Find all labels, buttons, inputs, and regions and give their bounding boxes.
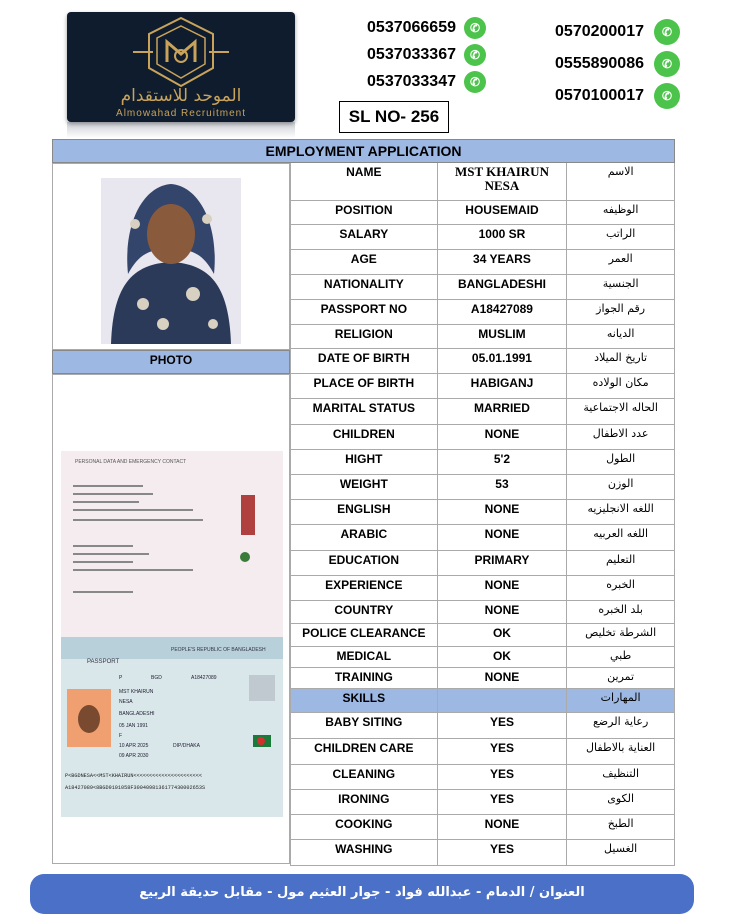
field-label-arabic: الطول bbox=[566, 450, 674, 474]
whatsapp-icon: ✆ bbox=[464, 71, 486, 93]
field-label: POLICE CLEARANCE bbox=[290, 624, 437, 646]
field-label-arabic: مكان الولاده bbox=[566, 374, 674, 398]
whatsapp-icon: ✆ bbox=[654, 51, 680, 77]
field-label-arabic: الحاله الاجتماعية bbox=[566, 399, 674, 424]
field-label: CLEANING bbox=[290, 765, 437, 789]
phone-number: 0570100017 bbox=[555, 87, 644, 104]
address-footer: العنوان / الدمام - عبدالله فواد - جوار العثيم مول - مقابل حديقة الربيع bbox=[30, 874, 694, 914]
field-label: SKILLS bbox=[290, 689, 437, 712]
field-value: NONE bbox=[437, 576, 567, 600]
field-row bbox=[290, 624, 675, 647]
field-value: YES bbox=[437, 840, 567, 865]
field-value: NONE bbox=[437, 815, 567, 839]
field-label-arabic: الغسيل bbox=[566, 840, 674, 865]
field-label-arabic: التعليم bbox=[566, 551, 674, 575]
field-value: YES bbox=[437, 790, 567, 814]
field-label-arabic: الديانه bbox=[566, 325, 674, 348]
applicant-photo bbox=[52, 163, 290, 350]
field-label: MEDICAL bbox=[290, 647, 437, 667]
field-value: NONE bbox=[437, 601, 567, 623]
field-value: NONE bbox=[437, 425, 567, 449]
field-row bbox=[290, 840, 675, 866]
field-label: PLACE OF BIRTH bbox=[290, 374, 437, 398]
field-label: SALARY bbox=[290, 225, 437, 249]
field-value: A18427089 bbox=[437, 300, 567, 324]
phone-number: 0555890086 bbox=[555, 55, 644, 72]
field-row bbox=[290, 425, 675, 450]
logo-reflection bbox=[67, 122, 295, 138]
passport-top-heading: PERSONAL DATA AND EMERGENCY CONTACT bbox=[75, 459, 187, 465]
field-label-arabic: العناية بالاطفال bbox=[566, 739, 674, 764]
passport-mrz-line1: P<BGDNESA<<MST<KHAIRUN<<<<<<<<<<<<<<<<<<<<<< bbox=[65, 773, 202, 779]
field-label-arabic: اللغه الانجليزيه bbox=[566, 500, 674, 524]
field-label: MARITAL STATUS bbox=[290, 399, 437, 424]
phone-entry[interactable] bbox=[530, 16, 680, 48]
field-value: MARRIED bbox=[437, 399, 567, 424]
whatsapp-icon: ✆ bbox=[654, 19, 680, 45]
phone-entry[interactable] bbox=[356, 68, 486, 95]
passport-sex: F bbox=[119, 733, 123, 739]
field-label-arabic: الخبره bbox=[566, 576, 674, 600]
field-label-arabic: الكوى bbox=[566, 790, 674, 814]
field-row bbox=[290, 475, 675, 500]
field-label-arabic: رعاية الرضع bbox=[566, 713, 674, 738]
field-row bbox=[290, 765, 675, 790]
passport-issue-date: 10 APR 2025 bbox=[119, 743, 149, 749]
field-label: AGE bbox=[290, 250, 437, 274]
field-label-arabic: الاسم bbox=[566, 163, 674, 200]
field-row bbox=[290, 325, 675, 349]
field-label: RELIGION bbox=[290, 325, 437, 348]
phone-number: 0537066659 bbox=[367, 18, 456, 36]
phone-entry[interactable] bbox=[530, 48, 680, 80]
serial-number: SL NO- 256 bbox=[339, 101, 449, 133]
passport-surname: MST KHAIRUN bbox=[119, 689, 154, 695]
passport-mrz-line2: A18427089<8BGD9101058F3004098136177430002653S bbox=[65, 785, 206, 791]
field-label-arabic: رقم الجواز bbox=[566, 300, 674, 324]
field-label: COUNTRY bbox=[290, 601, 437, 623]
field-label-arabic: بلد الخبره bbox=[566, 601, 674, 623]
field-label: IRONING bbox=[290, 790, 437, 814]
field-value: 34 YEARS bbox=[437, 250, 567, 274]
field-row bbox=[290, 576, 675, 601]
field-label-arabic: تاريخ الميلاد bbox=[566, 349, 674, 373]
field-value: 53 bbox=[437, 475, 567, 499]
phone-number: 0537033347 bbox=[367, 72, 456, 90]
field-label: TRAINING bbox=[290, 668, 437, 688]
field-label: NAME bbox=[290, 163, 437, 200]
company-logo bbox=[67, 12, 295, 122]
field-value: NONE bbox=[437, 500, 567, 524]
field-row bbox=[290, 399, 675, 425]
field-value: MUSLIM bbox=[437, 325, 567, 348]
field-row bbox=[290, 275, 675, 300]
field-row bbox=[290, 551, 675, 576]
whatsapp-icon: ✆ bbox=[464, 17, 486, 39]
passport-number: A18427089 bbox=[191, 675, 217, 681]
field-row bbox=[290, 815, 675, 840]
field-row bbox=[290, 225, 675, 250]
field-label: BABY SITING bbox=[290, 713, 437, 738]
field-label: CHILDREN bbox=[290, 425, 437, 449]
field-label-arabic: الوزن bbox=[566, 475, 674, 499]
passport-scan bbox=[52, 374, 290, 864]
field-row bbox=[290, 739, 675, 765]
photo-label: PHOTO bbox=[52, 350, 290, 374]
passport-country: PEOPLE'S REPUBLIC OF BANGLADESH bbox=[171, 647, 266, 653]
field-row bbox=[290, 163, 675, 201]
field-row bbox=[290, 374, 675, 399]
field-value: OK bbox=[437, 647, 567, 667]
field-value: YES bbox=[437, 765, 567, 789]
field-label-arabic: الطبخ bbox=[566, 815, 674, 839]
logo-english-text: Almowahad Recruitment bbox=[116, 108, 246, 119]
field-row bbox=[290, 450, 675, 475]
field-label-arabic: تمرين bbox=[566, 668, 674, 688]
application-fields bbox=[290, 163, 675, 866]
field-label: POSITION bbox=[290, 201, 437, 224]
field-value: NONE bbox=[437, 668, 567, 688]
field-row bbox=[290, 689, 675, 713]
passport-label: PASSPORT bbox=[87, 659, 120, 665]
passport-code: BGD bbox=[151, 675, 162, 681]
field-label-arabic: الجنسية bbox=[566, 275, 674, 299]
field-label: EDUCATION bbox=[290, 551, 437, 575]
field-label-arabic: المهارات bbox=[566, 689, 674, 712]
field-value: 05.01.1991 bbox=[437, 349, 567, 373]
field-value: HABIGANJ bbox=[437, 374, 567, 398]
field-row bbox=[290, 300, 675, 325]
field-label: NATIONALITY bbox=[290, 275, 437, 299]
field-label: DATE OF BIRTH bbox=[290, 349, 437, 373]
field-label-arabic: العمر bbox=[566, 250, 674, 274]
passport-nationality: BANGLADESHI bbox=[119, 711, 155, 717]
whatsapp-icon: ✆ bbox=[654, 83, 680, 109]
phone-entry[interactable] bbox=[530, 80, 680, 112]
field-label: EXPERIENCE bbox=[290, 576, 437, 600]
phone-entry[interactable] bbox=[356, 14, 486, 41]
form-title: EMPLOYMENT APPLICATION bbox=[52, 139, 675, 163]
field-row bbox=[290, 647, 675, 668]
field-label-arabic: الوظيفه bbox=[566, 201, 674, 224]
field-value: YES bbox=[437, 713, 567, 738]
field-row bbox=[290, 201, 675, 225]
field-value: OK bbox=[437, 624, 567, 646]
passport-dob: 05 JAN 1991 bbox=[119, 723, 148, 729]
field-value: 1000 SR bbox=[437, 225, 567, 249]
passport-authority: DIP/DHAKA bbox=[173, 743, 200, 749]
field-row bbox=[290, 349, 675, 374]
hexagon-mg-logo-icon bbox=[123, 16, 239, 88]
passport-expiry-date: 09 APR 2030 bbox=[119, 753, 149, 759]
phone-number: 0570200017 bbox=[555, 23, 644, 40]
field-value: NONE bbox=[437, 525, 567, 550]
field-row bbox=[290, 601, 675, 624]
field-label: WASHING bbox=[290, 840, 437, 865]
field-label-arabic: اللغه العربيه bbox=[566, 525, 674, 550]
passport-type: P bbox=[119, 675, 123, 681]
field-row bbox=[290, 713, 675, 739]
phone-list-left bbox=[356, 14, 486, 95]
field-label-arabic: الراتب bbox=[566, 225, 674, 249]
field-label: COOKING bbox=[290, 815, 437, 839]
field-label: PASSPORT NO bbox=[290, 300, 437, 324]
field-label-arabic: طبي bbox=[566, 647, 674, 667]
field-value: MST KHAIRUN NESA bbox=[437, 163, 567, 200]
phone-number: 0537033367 bbox=[367, 45, 456, 63]
field-row bbox=[290, 525, 675, 551]
field-label: ENGLISH bbox=[290, 500, 437, 524]
field-label: HIGHT bbox=[290, 450, 437, 474]
field-label: CHILDREN CARE bbox=[290, 739, 437, 764]
field-value: PRIMARY bbox=[437, 551, 567, 575]
field-row bbox=[290, 668, 675, 689]
field-value: 5'2 bbox=[437, 450, 567, 474]
phone-list-right bbox=[530, 16, 680, 112]
field-label-arabic: عدد الاطفال bbox=[566, 425, 674, 449]
field-value: BANGLADESHI bbox=[437, 275, 567, 299]
field-row bbox=[290, 500, 675, 525]
field-label: ARABIC bbox=[290, 525, 437, 550]
field-row bbox=[290, 250, 675, 275]
field-label: WEIGHT bbox=[290, 475, 437, 499]
field-label-arabic: التنظيف bbox=[566, 765, 674, 789]
field-row bbox=[290, 790, 675, 815]
field-label-arabic: الشرطة تخليص bbox=[566, 624, 674, 646]
phone-entry[interactable] bbox=[356, 41, 486, 68]
field-value: HOUSEMAID bbox=[437, 201, 567, 224]
logo-arabic-text: الموحد للاستقدام bbox=[120, 86, 242, 106]
whatsapp-icon: ✆ bbox=[464, 44, 486, 66]
passport-given-name: NESA bbox=[119, 699, 133, 705]
field-value: YES bbox=[437, 739, 567, 764]
field-value bbox=[437, 689, 567, 712]
